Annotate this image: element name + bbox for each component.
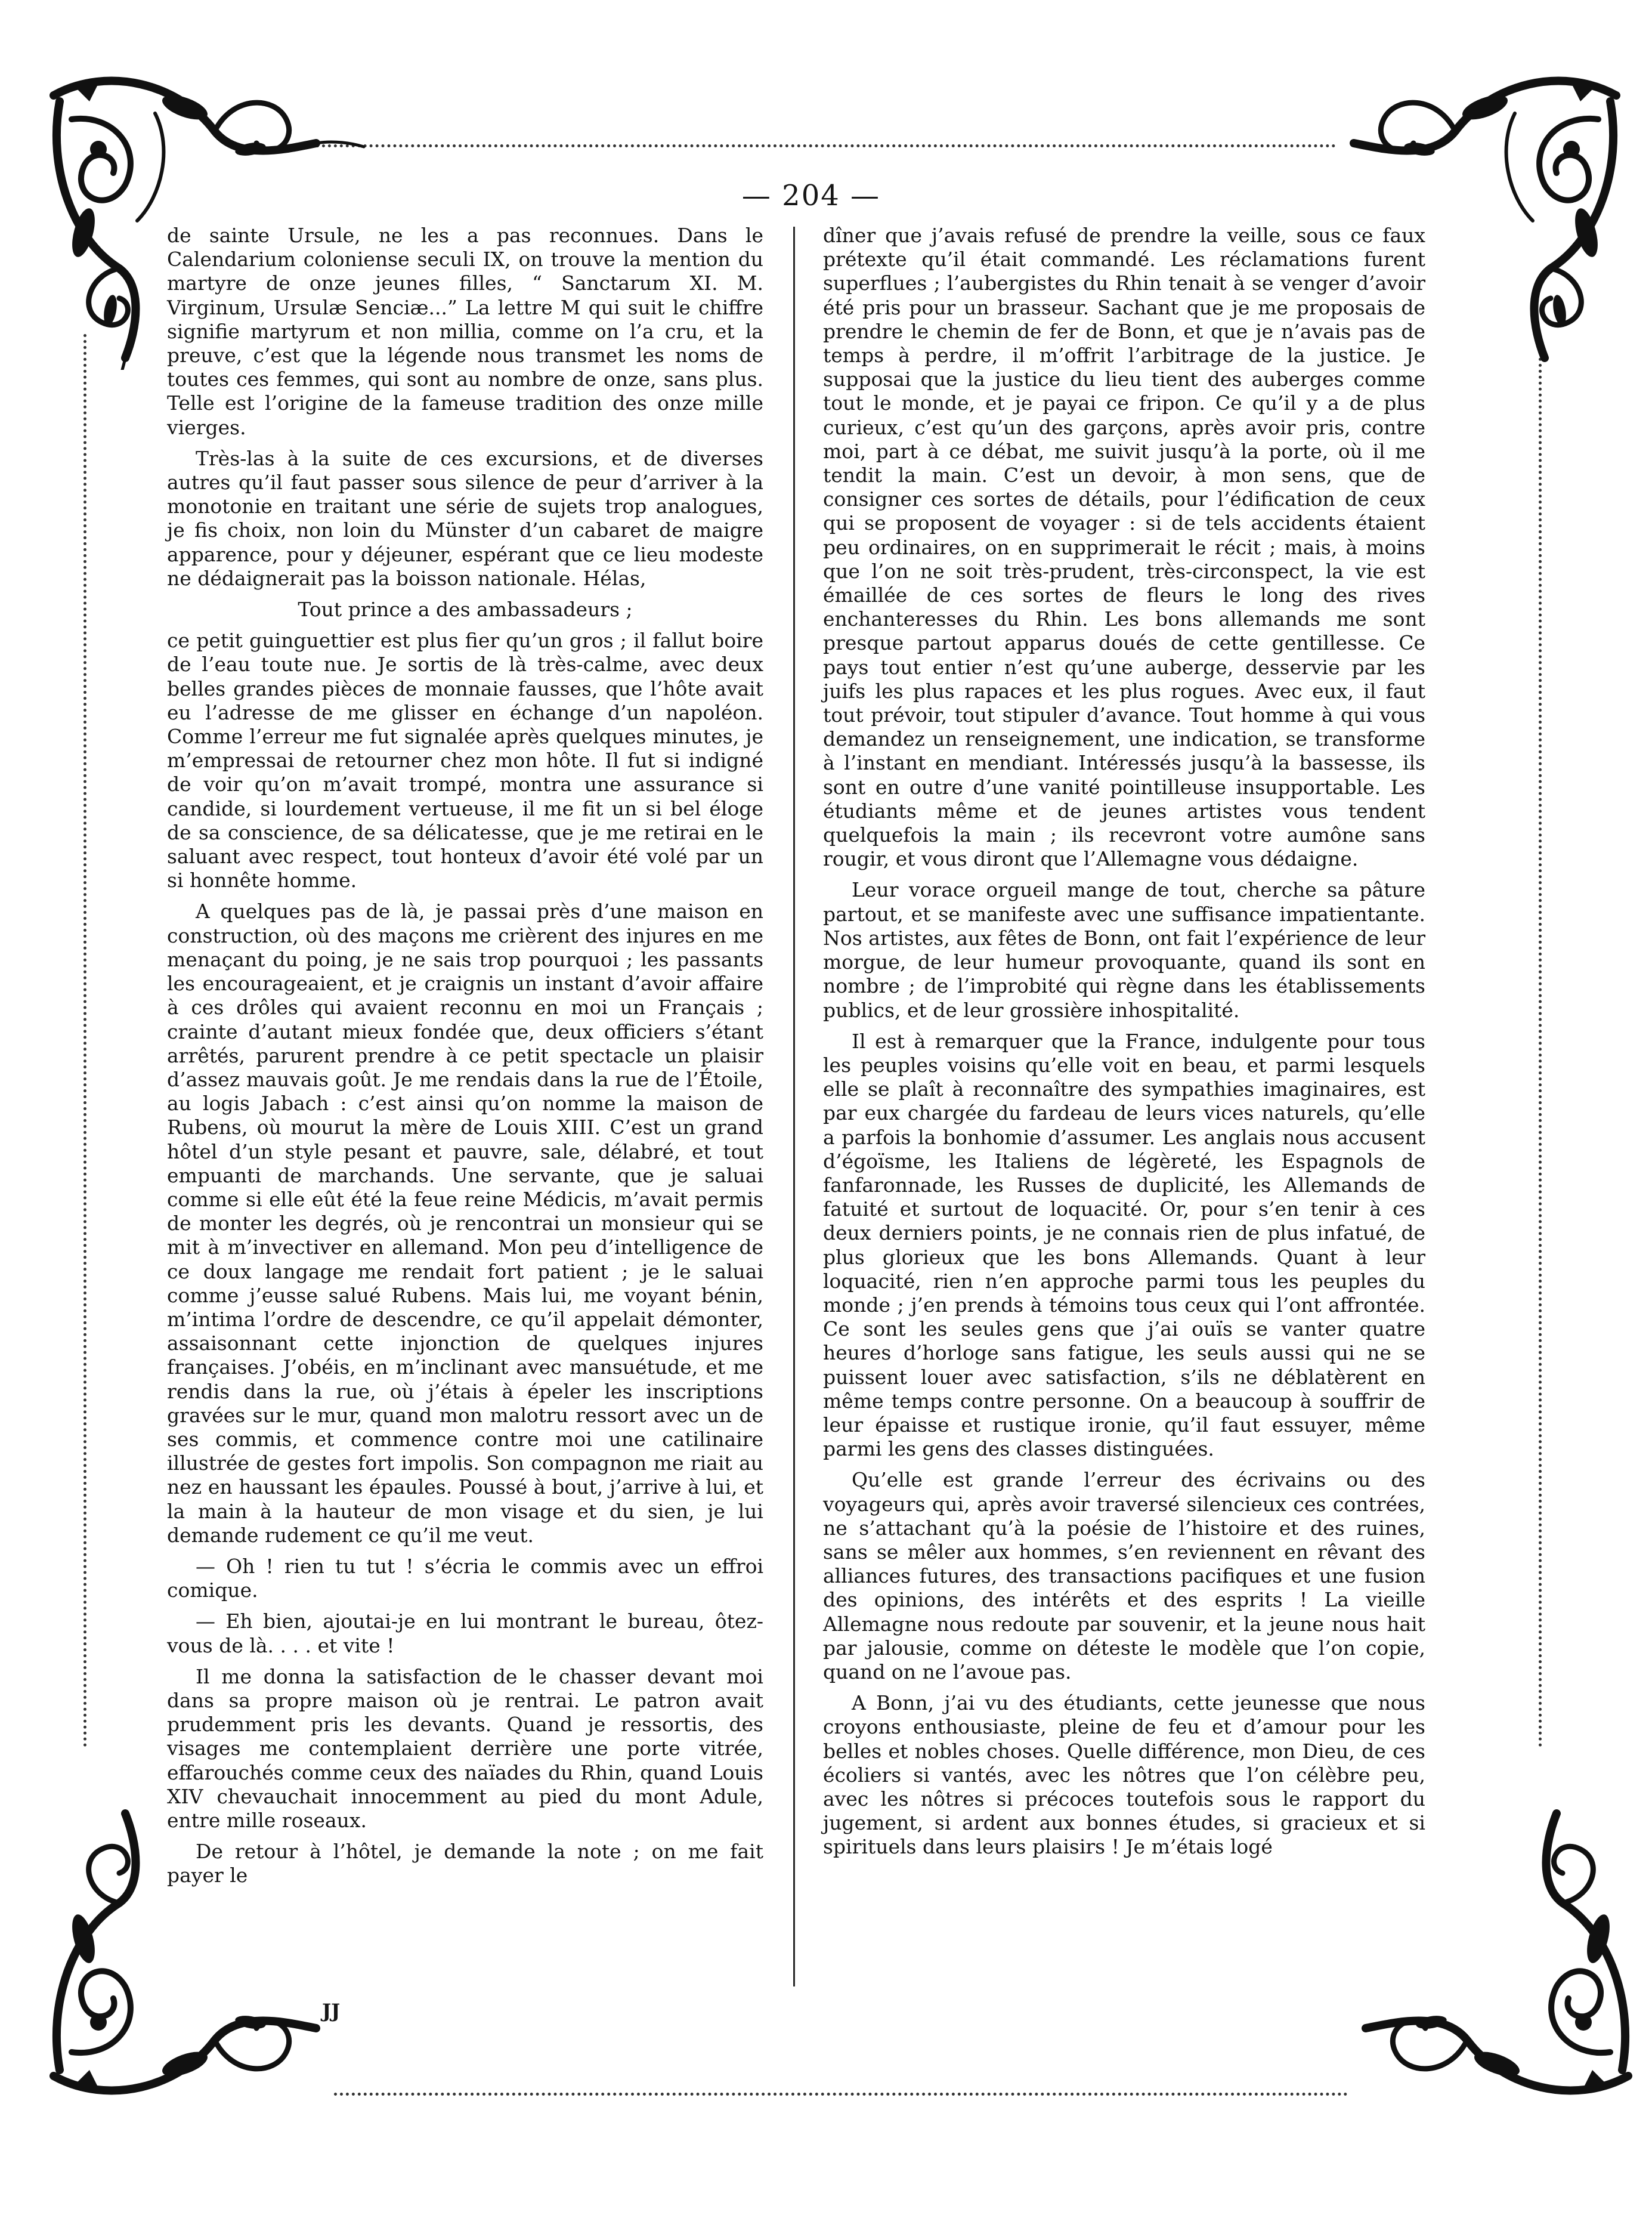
paragraph: ce petit guinguettier est plus fier qu’un gros ; il fallut boire de l’eau toute nue. Je sortis de là très-calme, avec deux belles grandes pièces de monnaie fausses, que l’hôte avait eu l’adresse de me glisser en échange d’un napoléon. Comme l’erreur me fut signalée après quelques minutes, je m’empressai de retourner chez mon hôte. Il fut si indigné de voir qu’on m’avait trompé, montra une assurance si candide, si lourdement vertueuse, il me fit un si bel éloge de sa conscience, de sa délicatesse, que je me retirai en le saluant avec respect, tout honteux d’avoir été volé par un si honnête homme. bbox=[167, 629, 763, 892]
paragraph: Leur vorace orgueil mange de tout, cherche sa pâture partout, et se manifeste avec une suffisance impatientante. Nos artistes, aux fêtes de Bonn, ont fait l’expérience de leur morgue, de leur humeur provoquante, quand ils sont en nombre ; de l’improbité qui règne dans les établissements publics, et de leur grossière inhospitalité. bbox=[823, 878, 1425, 1022]
frame-right-border bbox=[1539, 334, 1542, 1748]
paragraph: A Bonn, j’ai vu des étudiants, cette jeunesse que nous croyons enthousiaste, pleine de feu et d’amour pour les belles et nobles choses. Quelle différence, mon Dieu, de ces écoliers si vantés, avec les nôtres que l’on célèbre peu, avec les nôtres si précoces toutefois sous le rapport du jugement, si ardent aux bonnes études, si gracieux et si spirituels dans leurs plaisirs ! Je m’étais logé bbox=[823, 1691, 1425, 1859]
paragraph: A quelques pas de là, je passai près d’une maison en construction, où des maçons me crièrent des injures en me menaçant du poing, je ne sais trop pourquoi ; les passants les encourageaient, et je craignis un instant d’avoir affaire à ces drôles qui avaient reconnu en moi un Français ; crainte d’autant mieux fondée que, deux officiers s’étant arrêtés, parurent prendre à ce petit spectacle un plaisir d’assez mauvais goût. Je me rendais dans la rue de l’Étoile, au logis Jabach : c’est ainsi qu’on nomme la maison de Rubens, où mourut la mère de Louis XIII. C’est un grand hôtel d’un style pesant et pauvre, sale, délabré, et tout empuanti de marchands. Une servante, que je saluai comme si elle eût été la feue reine Médicis, m’avait permis de monter les degrés, où je rencontrai un monsieur qui se mit à m’invectiver en allemand. Mon peu d’intelligence de ce doux langage me rendait fort patient ; je le saluai comme j’eusse salué Rubens. Mais lui, me voyant bénin, m’intima l’ordre de descendre, ce qu’il appelait démonter, assaisonnant cette injonction de quelques injures françaises. J’obéis, en m’inclinant avec mansuétude, et me rendis dans la rue, où j’étais à épeler les inscriptions gravées sur le mur, quand mon malotru ressort avec un de ses commis, et commence contre moi une catilinaire illustrée de gestes fort impolis. Son compagnon me riait au nez en haussant les épaules. Poussé à bout, j’arrive à lui, et la main à la hauteur de mon visage et du sien, je lui demande rudement ce qu’il me veut. bbox=[167, 900, 763, 1547]
paragraph: Qu’elle est grande l’erreur des écrivains ou des voyageurs qui, après avoir traversé silencieux ces contrées, ne s’attachant qu’à la poésie de l’histoire et des ruines, sans se mêler aux hommes, s’en reviennent en rêvant des alliances futures, des transactions pacifiques et une fusion des opinions, des intérêts et des esprits ! La vieille Allemagne nous redoute par souvenir, et la jeune nous hait par jalousie, comme on déteste le modèle que l’on copie, quand on ne l’avoue pas. bbox=[823, 1468, 1425, 1683]
frame-left-border bbox=[83, 334, 86, 1748]
frame-bottom-border bbox=[334, 2093, 1348, 2096]
paragraph: dîner que j’avais refusé de prendre la veille, sous ce faux prétexte qu’il était commandé. Les réclamations furent superflues ; l’aubergistes du Rhin tenait à se venger d’avoir été pris pour un brasseur. Sachant que je me proposais de prendre le chemin de fer de Bonn, et que je n’avais pas de temps à perdre, il m’offrit l’arbitrage de la justice. Je supposai que la justice du lieu tient des auberges comme tout le monde, et je payai ce fripon. Ce qu’il y a de plus curieux, c’est qu’un des garçons, après avoir pris, contre moi, part à ce débat, me suivit jusqu’à la porte, où il me tendit la main. C’est un devoir, à mon sens, que de consigner ces sortes de détails, pour l’édification de ceux qui se proposent de voyager : si de tels accidents étaient peu ordinaires, on en supprimerait le récit ; mais, à moins que l’on ne soit très-prudent, très-circonspect, la vie est émaillée de ces sortes de fleurs le long des rives enchanteresses du Rhin. Les bons allemands me sont presque partout apparus doués de cette gentillesse. Ce pays tout entier n’est qu’une auberge, desservie par les juifs les plus rapaces et les plus rogues. Avec eux, il faut tout prévoir, tout stipuler d’avance. Tout homme à qui vous demandez un renseignement, une indication, se transforme à l’instant en mendiant. Intéressés jusqu’à la bassesse, ils sont en outre d’une vanité pointilleuse insupportable. Les étudiants même et de jeunes artistes vous tendent quelquefois la main ; ils recevront votre aumône sans rougir, et vous diront que l’Allemagne vous dédaigne. bbox=[823, 224, 1425, 871]
right-column bbox=[823, 224, 1425, 1867]
verse-line: Tout prince a des ambassadeurs ; bbox=[298, 598, 633, 622]
paragraph: de sainte Ursule, ne les a pas reconnues. Dans le Calendarium coloniense seculi IX, on trouve la mention du martyre de onze jeunes filles, “ Sanctarum XI. M. Virginum, Ursulæ Senciæ...” La lettre M qui suit le chiffre signifie martyrum et non millia, comme on l’a cru, et la preuve, c’est que la légende nous transmet les noms de toutes ces femmes, qui sont au nombre de onze, sans plus. Telle est l’origine de la fameuse tradition des onze mille vierges. bbox=[167, 224, 763, 439]
paragraph: Il est à remarquer que la France, indulgente pour tous les peuples voisins qu’elle voit en beau, et parmi lesquels elle se plaît à reconnaître des sympathies imaginaires, est par eux chargée du fardeau de leurs vices naturels, qu’elle a parfois la bonhomie d’assumer. Les anglais nous accusent d’égoïsme, les Italiens de légèreté, les Espagnols de fanfaronnade, les Russes de duplicité, les Allemands de fatuité et surtout de loquacité. Or, pour s’en tenir à ces deux derniers points, je ne connais rien de plus infatué, de plus glorieux que les bons Allemands. Quant à leur loquacité, rien n’en approche parmi tous les peuples du monde ; j’en prends à témoins tous ceux qui l’ont affrontée. Ce sont les seules gens que j’ai ouïs se vanter quatre heures d’horloge sans fatigue, les seuls aussi qui ne se puissent louer avec satisfaction, s’ils ne déblatèrent en même temps contre personne. On a beaucoup à souffrir de leur épaisse et rustique ironie, qu’il faut essuyer, même parmi les gens des classes distinguées. bbox=[823, 1029, 1425, 1461]
dialogue-line: — Eh bien, ajoutai-je en lui montrant le bureau, ôtez-vous de là. . . . et vite ! bbox=[167, 1609, 763, 1657]
paragraph: De retour à l’hôtel, je demande la note ; on me fait payer le bbox=[167, 1840, 763, 1887]
dialogue-line: — Oh ! rien tu tut ! s’écria le commis avec un effroi comique. bbox=[167, 1554, 763, 1602]
frame-top-border bbox=[310, 144, 1336, 147]
left-column bbox=[167, 224, 763, 1895]
paragraph: Très-las à la suite de ces excursions, et de diverses autres qu’il faut passer sous silence de peur d’arriver à la monotonie en traitant une série de sujets trop analogues, je fis choix, non loin du Münster d’un cabaret de maigre apparence, pour y déjeuner, espérant que ce lieu modeste ne dédaignerait pas la boisson nationale. Hélas, bbox=[167, 446, 763, 590]
column-divider bbox=[793, 227, 795, 1986]
signature-mark: JJ bbox=[322, 2000, 341, 2022]
paragraph: Il me donna la satisfaction de le chasser devant moi dans sa propre maison où je rentrai. Le patron avait prudemment pris les devants. Quand je ressortis, des visages me contemplaient derrière une porte vitrée, effarouchés comme ceux des naïades du Rhin, quand Louis XIV chevauchait innocemment au pied du mont Adule, entre mille roseaux. bbox=[167, 1664, 763, 1832]
page-number: — 204 — bbox=[741, 179, 881, 212]
